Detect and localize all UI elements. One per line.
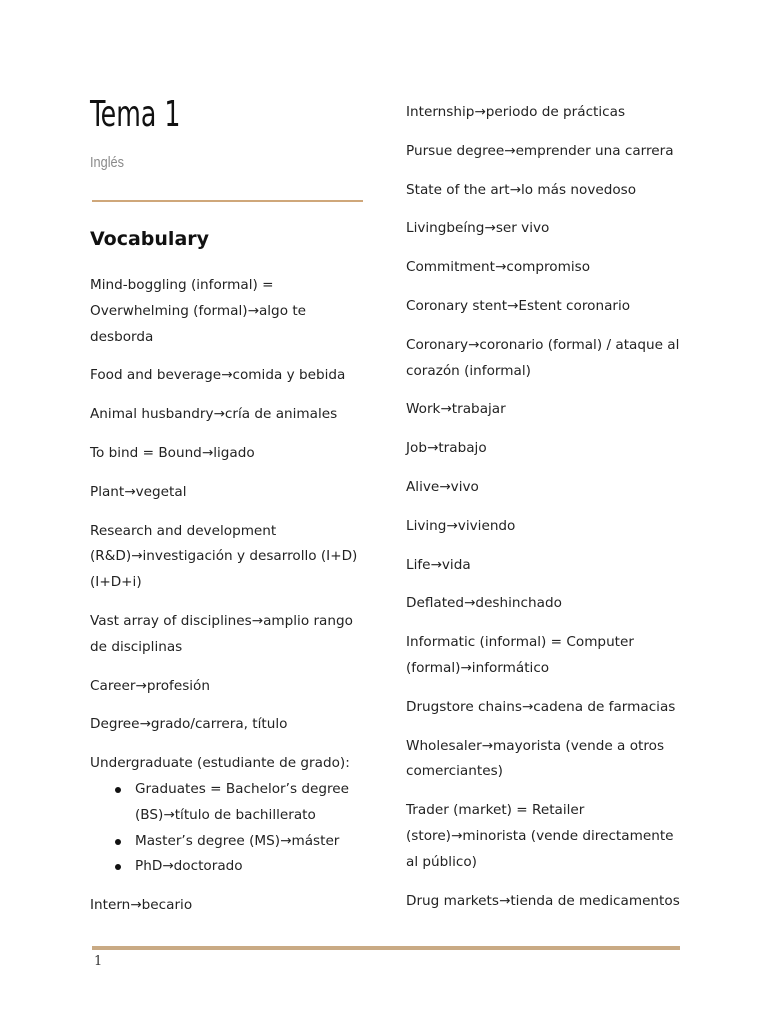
vocab-entry: Internship→periodo de prácticas xyxy=(406,104,626,120)
vocab-entry: Drug markets→tienda de medicamentos xyxy=(406,892,680,909)
vocab-entry: Coronary→coronario (formal) / ataque al corazón (informal) xyxy=(406,336,680,379)
vocab-entry: Degree→grado/carrera, título xyxy=(90,716,288,733)
vocab-entry: Work→trabajar xyxy=(406,401,506,418)
footer-divider xyxy=(92,946,680,950)
vocab-entry: Deflated→deshinchado xyxy=(406,595,562,612)
vocab-entry: Pursue degree→emprender una carrera xyxy=(406,142,674,159)
vocab-entry: Life→vida xyxy=(406,556,471,573)
vocab-entry: Livingbeíng→ser vivo xyxy=(406,220,550,237)
vocab-entry: Undergraduate (estudiante de grado): xyxy=(90,755,350,772)
vocab-entry: Intern→becario xyxy=(90,897,193,914)
vocab-entry: Commitment→compromiso xyxy=(406,259,591,276)
section-heading: Vocabulary xyxy=(90,228,210,250)
vocab-entry: Trader (market) = Retailer (store)→minorista (vende directamente al público) xyxy=(406,802,674,870)
vocab-entry: Research and development (R&D)→investigación y desarrollo (I+D) (I+D+i) xyxy=(90,522,358,591)
vocab-entry: State of the art→lo más novedoso xyxy=(406,181,637,198)
vocab-entry: Mind-boggling (informal) = Overwhelming (formal)→algo te desborda xyxy=(90,277,307,345)
vocab-entry: Informatic (informal) = Computer (formal)→informático xyxy=(406,634,634,676)
vocab-entry: To bind = Bound→ligado xyxy=(90,444,255,461)
vocab-entry: Coronary stent→Estent coronario xyxy=(406,297,631,314)
undergraduate-list xyxy=(90,777,365,880)
title-divider xyxy=(92,200,363,202)
left-column xyxy=(90,273,365,932)
vocab-entry: Animal husbandry→cría de animales xyxy=(90,406,338,423)
vocab-entry: Drugstore chains→cadena de farmacias xyxy=(406,698,676,715)
vocab-entry: Living→viviendo xyxy=(406,517,516,534)
vocab-entry: Career→profesión xyxy=(90,677,210,694)
page-subtitle: Inglés xyxy=(90,154,125,171)
vocab-entry: Vast array of disciplines→amplio rango de disciplinas xyxy=(90,612,353,655)
list-item: PhD→doctorado xyxy=(90,854,365,880)
list-item: Graduates = Bachelor’s degree (BS)→título de bachillerato xyxy=(90,777,365,829)
vocab-entry: Job→trabajo xyxy=(406,440,487,457)
vocab-entry: Plant→vegetal xyxy=(90,483,187,500)
vocab-entry: Food and beverage→comida y bebida xyxy=(90,367,346,384)
right-column xyxy=(406,100,686,927)
page-number: 1 xyxy=(94,954,103,969)
vocab-entry: Alive→vivo xyxy=(406,478,479,495)
page-title: Tema 1 xyxy=(90,94,181,135)
vocab-entry: Wholesaler→mayorista (vende a otros comerciantes) xyxy=(406,737,665,780)
list-item: Master’s degree (MS)→máster xyxy=(90,829,365,855)
